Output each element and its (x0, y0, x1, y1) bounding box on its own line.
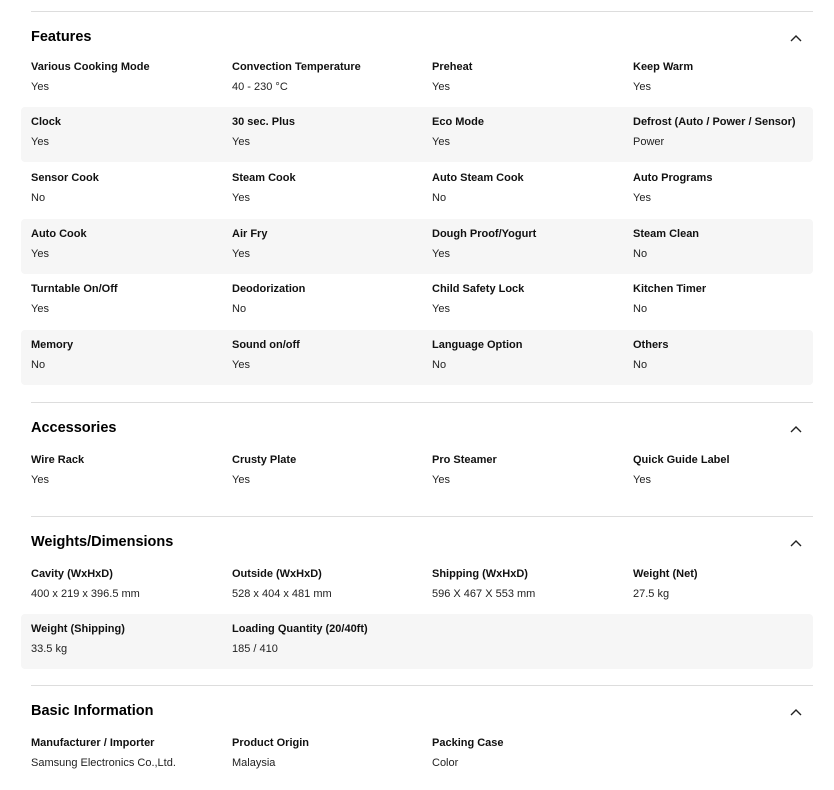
accessories-section (21, 418, 813, 442)
spec-value: No (232, 303, 247, 315)
spec-label: Defrost (Auto / Power / Sensor) (633, 116, 796, 128)
spec-label: Sensor Cook (31, 172, 99, 184)
spec-item (432, 219, 627, 274)
features-header[interactable] (21, 27, 813, 51)
spec-item (232, 330, 427, 385)
spec-item (633, 559, 828, 614)
spec-label: Auto Steam Cook (432, 172, 524, 184)
spec-label: Others (633, 339, 669, 351)
spec-label: Keep Warm (633, 61, 694, 73)
section-title: Basic Information (31, 703, 154, 719)
spec-value: Color (432, 757, 459, 769)
spec-label: Auto Cook (31, 228, 87, 240)
spec-label: Outside (WxHxD) (232, 568, 322, 580)
spec-value: Power (633, 136, 665, 148)
spec-item (31, 163, 226, 218)
spec-value: Yes (633, 474, 651, 486)
spec-label: Language Option (432, 339, 523, 351)
spec-label: Weight (Net) (633, 568, 698, 580)
spec-label: Sound on/off (232, 339, 300, 351)
spec-value: Yes (232, 136, 250, 148)
spec-label: Wire Rack (31, 454, 85, 466)
spec-row (21, 728, 813, 783)
spec-label: 30 sec. Plus (232, 116, 295, 128)
spec-label: Convection Temperature (232, 61, 361, 73)
spec-value: Yes (232, 248, 250, 260)
spec-value: Yes (31, 136, 49, 148)
spec-item (432, 559, 627, 614)
spec-label: Eco Mode (432, 116, 484, 128)
spec-value: Yes (633, 192, 651, 204)
chevron-up-icon[interactable] (789, 422, 803, 436)
section-divider (31, 11, 813, 12)
spec-value: No (633, 359, 648, 371)
spec-item (31, 445, 226, 500)
spec-item (432, 107, 627, 162)
spec-label: Shipping (WxHxD) (432, 568, 528, 580)
spec-value: No (633, 248, 648, 260)
spec-row (21, 219, 813, 274)
spec-item (633, 163, 828, 218)
spec-item (232, 219, 427, 274)
spec-label: Turntable On/Off (31, 283, 118, 295)
spec-item (633, 330, 828, 385)
spec-label: Steam Cook (232, 172, 296, 184)
spec-label: Deodorization (232, 283, 306, 295)
basic-information-header[interactable] (21, 701, 813, 725)
spec-label: Weight (Shipping) (31, 623, 125, 635)
spec-value: Yes (31, 303, 49, 315)
spec-item (31, 52, 226, 107)
spec-row (21, 274, 813, 329)
spec-value: 596 X 467 X 553 mm (432, 588, 536, 600)
spec-value: No (31, 192, 46, 204)
spec-item (633, 52, 828, 107)
spec-item (31, 107, 226, 162)
section-title: Accessories (31, 420, 117, 436)
spec-item (31, 219, 226, 274)
spec-value: Yes (432, 474, 450, 486)
accessories-header[interactable] (21, 418, 813, 442)
spec-label: Loading Quantity (20/40ft) (232, 623, 368, 635)
spec-label: Steam Clean (633, 228, 700, 240)
spec-label: Dough Proof/Yogurt (432, 228, 537, 240)
spec-value: Yes (432, 248, 450, 260)
spec-item (232, 614, 427, 669)
spec-value: No (633, 303, 648, 315)
section-divider (31, 402, 813, 403)
spec-item (633, 107, 828, 162)
chevron-up-icon[interactable] (789, 705, 803, 719)
spec-item (633, 219, 828, 274)
spec-value: Samsung Electronics Co.,Ltd. (31, 757, 176, 769)
spec-item (432, 728, 627, 783)
spec-value: 27.5 kg (633, 588, 670, 600)
spec-label: Air Fry (232, 228, 268, 240)
spec-label: Quick Guide Label (633, 454, 730, 466)
spec-label: Preheat (432, 61, 473, 73)
basic-information-section (21, 701, 813, 725)
spec-item (31, 559, 226, 614)
spec-value: Yes (232, 359, 250, 371)
spec-item (432, 445, 627, 500)
spec-value: Yes (633, 81, 651, 93)
spec-label: Product Origin (232, 737, 309, 749)
spec-value: 33.5 kg (31, 643, 68, 655)
spec-value: Malaysia (232, 757, 276, 769)
chevron-up-icon[interactable] (789, 536, 803, 550)
spec-item (31, 728, 226, 783)
spec-item (232, 559, 427, 614)
spec-label: Kitchen Timer (633, 283, 707, 295)
spec-item (232, 163, 427, 218)
spec-item (232, 728, 427, 783)
section-title: Weights/Dimensions (31, 534, 174, 550)
spec-value: Yes (432, 81, 450, 93)
spec-row (21, 52, 813, 107)
spec-item (633, 274, 828, 329)
spec-label: Manufacturer / Importer (31, 737, 155, 749)
section-divider (31, 516, 813, 517)
spec-item (31, 330, 226, 385)
spec-item (432, 163, 627, 218)
spec-value: Yes (232, 474, 250, 486)
weights-dimensions-section (21, 532, 813, 556)
spec-label: Child Safety Lock (432, 283, 525, 295)
spec-item (232, 107, 427, 162)
spec-value: Yes (432, 303, 450, 315)
spec-label: Crusty Plate (232, 454, 297, 466)
spec-value: 40 - 230 °C (232, 81, 288, 93)
spec-label: Various Cooking Mode (31, 61, 150, 73)
section-title: Features (31, 29, 92, 45)
spec-value: 400 x 219 x 396.5 mm (31, 588, 140, 600)
spec-label: Memory (31, 339, 74, 351)
spec-row (21, 559, 813, 614)
spec-item (232, 274, 427, 329)
spec-value: Yes (31, 81, 49, 93)
spec-item (432, 330, 627, 385)
spec-value: Yes (31, 474, 49, 486)
spec-label: Pro Steamer (432, 454, 497, 466)
spec-value: Yes (432, 136, 450, 148)
spec-item (432, 52, 627, 107)
spec-item (633, 445, 828, 500)
chevron-up-icon[interactable] (789, 31, 803, 45)
spec-label: Cavity (WxHxD) (31, 568, 113, 580)
features-section (21, 27, 813, 51)
spec-value: 528 x 404 x 481 mm (232, 588, 332, 600)
spec-value: No (432, 359, 447, 371)
spec-row (21, 330, 813, 385)
spec-item (31, 274, 226, 329)
spec-item (432, 274, 627, 329)
spec-item (31, 614, 226, 669)
spec-label: Clock (31, 116, 61, 128)
spec-value: No (31, 359, 46, 371)
spec-row (21, 163, 813, 218)
spec-row (21, 107, 813, 162)
spec-row (21, 614, 813, 669)
section-divider (31, 685, 813, 686)
spec-value: Yes (232, 192, 250, 204)
spec-value: Yes (31, 248, 49, 260)
weights-dimensions-header[interactable] (21, 532, 813, 556)
spec-item (232, 52, 427, 107)
spec-item (232, 445, 427, 500)
spec-row (21, 445, 813, 500)
spec-label: Auto Programs (633, 172, 713, 184)
spec-label: Packing Case (432, 737, 504, 749)
spec-value: 185 / 410 (232, 643, 278, 655)
spec-value: No (432, 192, 447, 204)
